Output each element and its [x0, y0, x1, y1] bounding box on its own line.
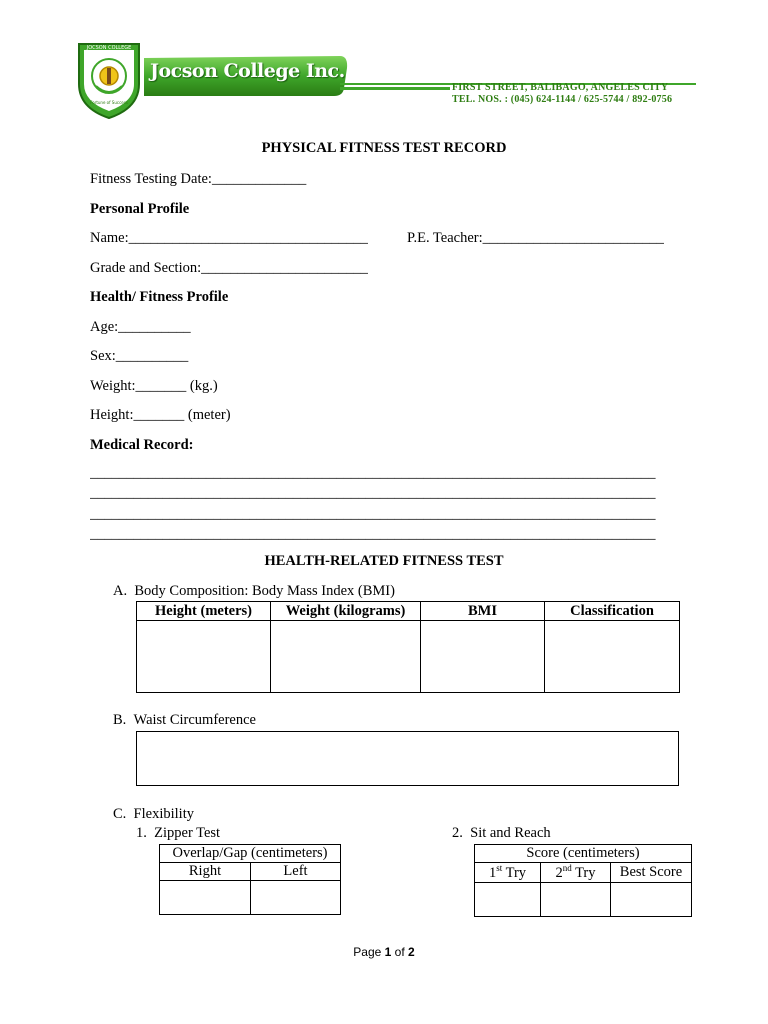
bmi-header-bmi: BMI: [421, 602, 545, 621]
sex-field[interactable]: Sex:__________: [90, 348, 189, 364]
zipper-header-left: Left: [251, 863, 341, 881]
svg-text:JOCSON COLLEGE: JOCSON COLLEGE: [86, 45, 132, 51]
bmi-height-cell[interactable]: [137, 621, 271, 693]
zipper-test-table: [159, 844, 341, 915]
age-field[interactable]: Age:__________: [90, 319, 191, 335]
name-field[interactable]: Name:_________________________________: [90, 230, 368, 246]
bmi-table: [136, 601, 680, 693]
sit-reach-header-try1: 1st Try: [475, 863, 541, 883]
medical-line[interactable]: ______________________________________________________________________________: [90, 485, 656, 501]
sit-reach-label: 2. Sit and Reach: [452, 825, 551, 841]
zipper-header-right: Right: [160, 863, 251, 881]
bmi-value-cell[interactable]: [421, 621, 545, 693]
pe-teacher-field[interactable]: P.E. Teacher:_________________________: [407, 230, 664, 246]
medical-line[interactable]: ______________________________________________________________________________: [90, 506, 656, 522]
health-profile-heading: Health/ Fitness Profile: [90, 289, 229, 305]
sit-reach-try2-cell[interactable]: [541, 882, 611, 916]
college-name: Jocson College Inc.: [150, 60, 345, 82]
medical-line[interactable]: ______________________________________________________________________________: [90, 465, 656, 481]
sit-reach-header-try2: 2nd Try: [541, 863, 611, 883]
sit-reach-try1-cell[interactable]: [475, 882, 541, 916]
bmi-header-classification: Classification: [545, 602, 680, 621]
waist-label: B. Waist Circumference: [113, 712, 256, 728]
phone-line: TEL. NOS. : (045) 624-1144 / 625-5744 / 892-0756: [452, 94, 673, 105]
medical-record-heading: Medical Record:: [90, 437, 194, 453]
bmi-classification-cell[interactable]: [545, 621, 680, 693]
medical-line[interactable]: ______________________________________________________________________________: [90, 526, 656, 542]
zipper-group-header: Overlap/Gap (centimeters): [160, 845, 341, 863]
sit-reach-best-cell[interactable]: [611, 882, 692, 916]
zipper-left-cell[interactable]: [251, 881, 341, 915]
zipper-test-label: 1. Zipper Test: [136, 825, 221, 841]
bmi-header-weight: Weight (kilograms): [271, 602, 421, 621]
college-seal-logo: [74, 38, 144, 120]
page-number: Page 1 of 2: [353, 945, 415, 959]
weight-field[interactable]: Weight:_______ (kg.): [90, 378, 218, 394]
document-title: PHYSICAL FITNESS TEST RECORD: [261, 140, 507, 156]
bmi-header-height: Height (meters): [137, 602, 271, 621]
waist-box[interactable]: [136, 731, 679, 786]
flexibility-label: C. Flexibility: [113, 806, 194, 822]
sit-reach-group-header: Score (centimeters): [475, 845, 692, 863]
address-line: FIRST STREET, BALIBAGO, ANGELES CITY: [452, 82, 669, 93]
grade-section-field[interactable]: Grade and Section:_______________________: [90, 260, 368, 276]
zipper-right-cell[interactable]: [160, 881, 251, 915]
svg-text:Fortune of Success: Fortune of Success: [90, 100, 128, 105]
bmi-weight-cell[interactable]: [271, 621, 421, 693]
height-field[interactable]: Height:_______ (meter): [90, 407, 231, 423]
personal-profile-heading: Personal Profile: [90, 201, 190, 217]
sit-reach-header-best: Best Score: [611, 863, 692, 883]
section-title: HEALTH-RELATED FITNESS TEST: [264, 553, 504, 569]
bmi-label: A. Body Composition: Body Mass Index (BMI): [113, 583, 395, 599]
testing-date-field[interactable]: Fitness Testing Date:_____________: [90, 171, 307, 187]
sit-reach-table: [474, 844, 692, 917]
